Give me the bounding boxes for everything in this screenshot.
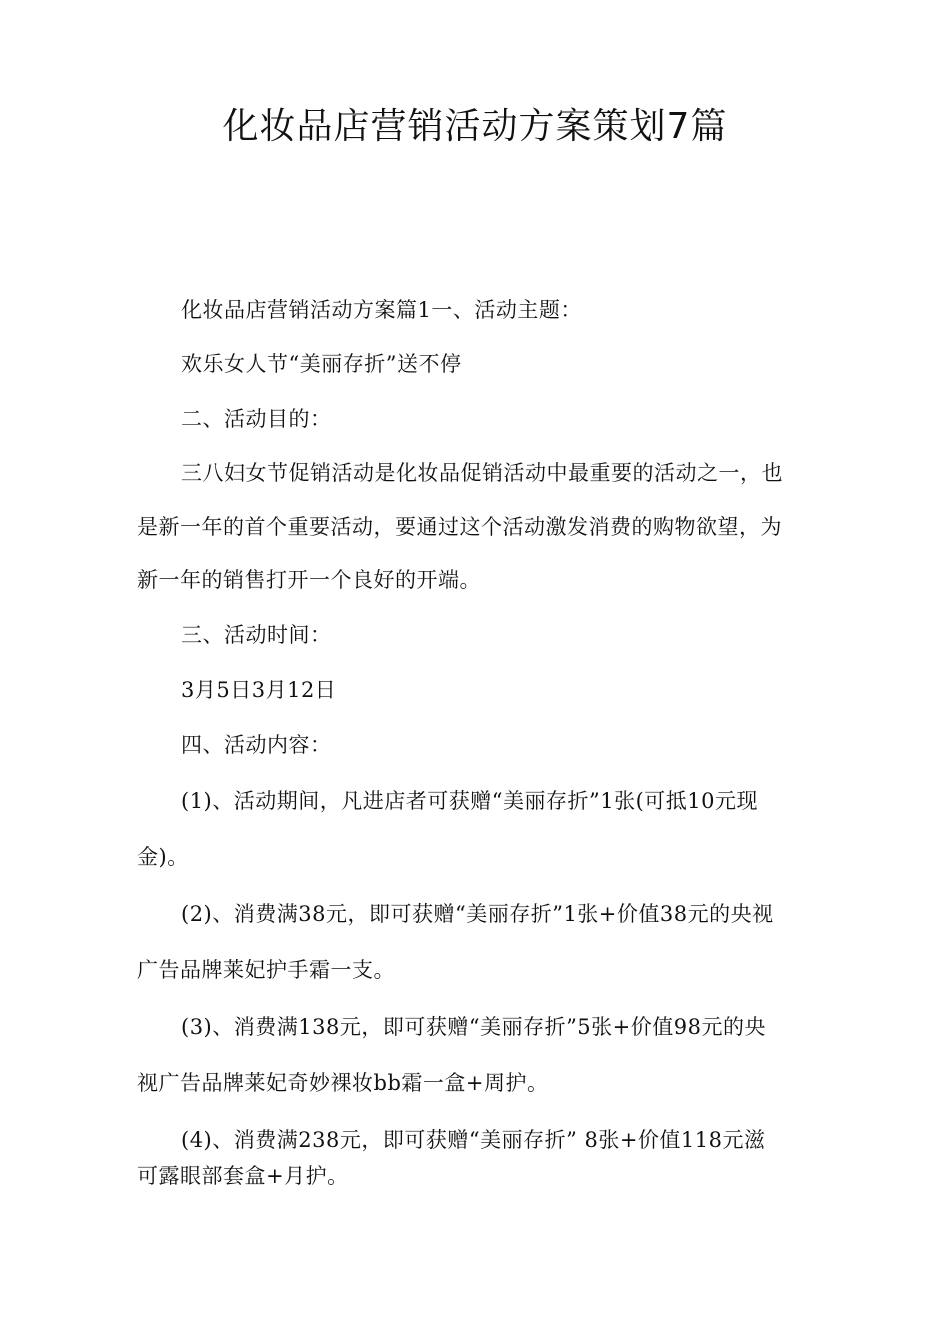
section-heading: 二、活动目的： xyxy=(181,407,332,431)
paragraph-line: 化妆品店营销活动方案篇1一、活动主题： xyxy=(181,298,582,322)
paragraph-line: 新一年的销售打开一个良好的开端。 xyxy=(137,568,481,592)
paragraph-line: 3月5日3月12日 xyxy=(181,678,337,702)
paragraph-line: 欢乐女人节“美丽存折”送不停 xyxy=(181,352,462,376)
paragraph-line: 可露眼部套盒+月护。 xyxy=(137,1164,349,1188)
paragraph-line: 是新一年的首个重要活动，要通过这个活动激发消费的购物欲望，为 xyxy=(137,515,782,539)
section-heading: 三、活动时间： xyxy=(181,623,332,647)
paragraph-line: (4)、消费满238元，即可获赠“美丽存折” 8张+价值118元滋 xyxy=(181,1128,766,1152)
paragraph-line: 三八妇女节促销活动是化妆品促销活动中最重要的活动之一，也 xyxy=(181,461,783,485)
document-title: 化妆品店营销活动方案策划7篇 xyxy=(222,106,728,147)
paragraph-line: 金)。 xyxy=(137,845,189,869)
paragraph-line: (1)、活动期间，凡进店者可获赠“美丽存折”1张(可抵10元现 xyxy=(181,789,758,813)
section-heading: 四、活动内容： xyxy=(181,733,332,757)
paragraph-line: 视广告品牌莱妃奇妙裸妆bb霜一盒+周护。 xyxy=(137,1071,549,1095)
paragraph-line: (3)、消费满138元，即可获赠“美丽存折”5张+价值98元的央 xyxy=(181,1015,766,1039)
paragraph-line: (2)、消费满38元，即可获赠“美丽存折”1张+价值38元的央视 xyxy=(181,902,774,926)
paragraph-line: 广告品牌莱妃护手霜一支。 xyxy=(137,958,395,982)
